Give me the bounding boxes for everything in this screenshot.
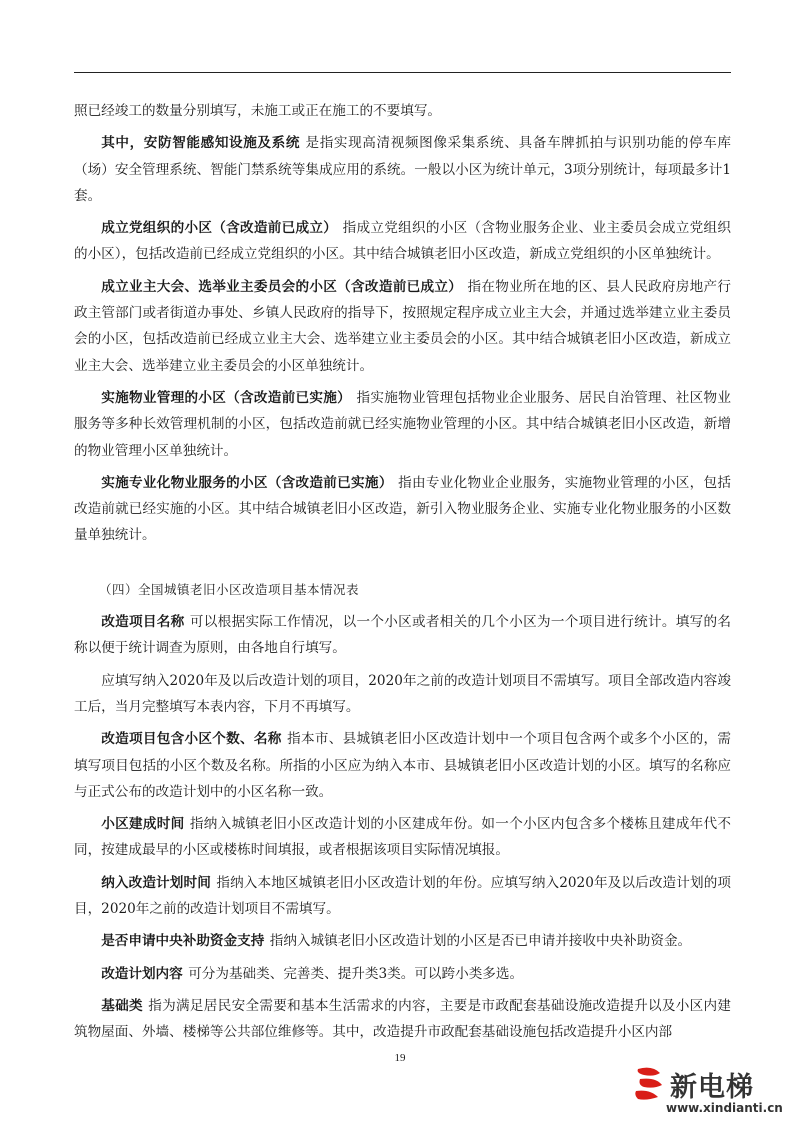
definition-term: 成立业主大会、选举业主委员会的小区（含改造前已成立） <box>101 278 463 295</box>
definition-text: 指本市、县城镇老旧小区改造计划中一个项目包含两个或多个小区的，需填写项目包括的小区个数及名称。所指的小区应为纳入本市、县城镇老旧小区改造计划的小区。填写的名称应与正式公布的改造计划中的小区名称一致。 <box>74 731 732 800</box>
definition-term: 改造项目包含小区个数、名称 <box>101 731 282 748</box>
definition-term: 实施专业化物业服务的小区（含改造前已实施） <box>101 474 393 491</box>
definition-term: 成立党组织的小区（含改造前已成立） <box>101 220 338 237</box>
definition-term: 改造计划内容 <box>101 965 183 982</box>
definition-paragraph <box>74 726 731 805</box>
definition-term: 是否申请中央补助资金支持 <box>101 933 265 950</box>
elevator-logo-icon <box>630 1063 670 1103</box>
definition-paragraph <box>74 470 731 549</box>
definition-paragraph <box>74 609 731 662</box>
definition-term: 纳入改造计划时间 <box>101 874 211 891</box>
definition-paragraph <box>74 870 731 923</box>
definition-paragraph <box>74 130 731 209</box>
definition-term: 其中，安防智能感知设施及系统 <box>101 135 301 152</box>
definition-paragraph <box>74 385 731 464</box>
definition-paragraph <box>74 811 731 864</box>
definition-text: 指实施物业管理包括物业企业服务、居民自治管理、社区物业服务等多种长效管理机制的小区，包括改造前就已经实施物业管理的小区。其中结合城镇老旧小区改造，新增的物业管理小区单独统计。 <box>74 389 732 459</box>
section-heading: （四）全国城镇老旧小区改造项目基本情况表 <box>99 581 360 597</box>
watermark-url: www.xindianti.cn <box>666 1101 783 1115</box>
definition-paragraph <box>74 961 731 987</box>
definition-term: 改造项目名称 <box>101 614 185 631</box>
definition-paragraph <box>74 993 731 1046</box>
site-watermark <box>630 1063 790 1119</box>
intro-paragraph: 照已经竣工的数量分别填写，未施工或正在施工的不要填写。 <box>74 103 442 119</box>
definition-text: 可分为基础类、完善类、提升类3类。可以跨小类多选。 <box>188 965 524 982</box>
page-number: 19 <box>394 1052 406 1064</box>
definition-text: 指纳入城镇老旧小区改造计划的小区是否已申请并接收中央补助资金。 <box>269 933 692 950</box>
definition-term: 小区建成时间 <box>101 816 185 833</box>
header-rule <box>74 72 731 73</box>
plain-paragraph <box>74 668 731 721</box>
definition-text: 指成立党组织的小区（含物业服务企业、业主委员会成立党组织的小区），包括改造前已经成立党组织的小区。其中结合城镇老旧小区改造，新成立党组织的小区单独统计。 <box>74 220 731 263</box>
definition-text: 指纳入城镇老旧小区改造计划的小区建成年份。如一个小区内包含多个楼栋且建成年代不同，按建成最早的小区或楼栋时间填报，或者根据该项目实际情况填报。 <box>74 816 732 859</box>
definition-text: 是指实现高清视频图像采集系统、具备车牌抓拍与识别功能的停车库（场）安全管理系统、智能门禁系统等集成应用的系统。一般以小区为统计单元，3项分别统计，每项最多计1套。 <box>74 135 731 204</box>
definition-term: 实施物业管理的小区（含改造前已实施） <box>101 389 352 406</box>
document-body <box>74 98 731 1052</box>
definition-text: 指在物业所在地的区、县人民政府房地产行政主管部门或者街道办事处、乡镇人民政府的指导下，按照规定程序成立业主大会，并通过选举建立业主委员会的小区，包括改造前已经成立业主大会、选举建立业主委员会的小区。其中结合城镇老旧小区改造，新成立业主大会、选举建立业主委员会的小区单独统计。 <box>74 278 732 374</box>
definition-paragraph <box>74 215 731 268</box>
definition-paragraph <box>74 274 731 379</box>
definition-paragraph <box>74 928 731 954</box>
definition-text: 可以根据实际工作情况，以一个小区或者相关的几个小区为一个项目进行统计。填写的名称以便于统计调查为原则，由各地自行填写。 <box>74 614 732 657</box>
definition-text: 指为满足居民安全需要和基本生活需求的内容，主要是市政配套基础设施改造提升以及小区内建筑物屋面、外墙、楼梯等公共部位维修等。其中，改造提升市政配套基础设施包括改造提升小区内部 <box>74 997 732 1041</box>
watermark-name: 新电梯 <box>670 1072 754 1103</box>
definition-text: 指由专业化物业企业服务，实施物业管理的小区，包括改造前就已经实施的小区。其中结合城镇老旧小区改造，新引入物业服务企业、实施专业化物业服务的小区数量单独统计。 <box>74 474 732 544</box>
paragraph-text: 应填写纳入2020年及以后改造计划的项目，2020年之前的改造计划项目不需填写。项目全部改造内容竣工后，当月完整填写本表内容，下月不再填写。 <box>74 672 731 715</box>
definition-text: 指纳入本地区城镇老旧小区改造计划的年份。应填写纳入2020年及以后改造计划的项目，2020年之前的改造计划项目不需填写。 <box>74 874 732 918</box>
definition-term: 基础类 <box>101 997 143 1014</box>
